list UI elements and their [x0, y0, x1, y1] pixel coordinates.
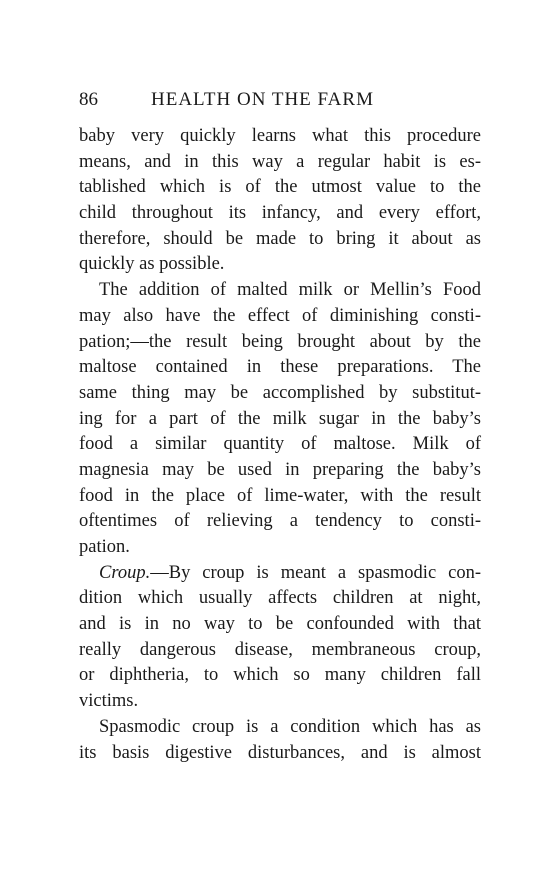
text-line: quickly as possible.: [79, 254, 225, 275]
text-line: food in the place of lime-water, with the result: [79, 485, 481, 506]
text-line-croup: [79, 561, 481, 587]
text-line: means, and in this way a regular habit is es-: [79, 151, 481, 172]
text-line: food a similar quantity of maltose. Milk of: [79, 434, 481, 455]
text-line: victims.: [79, 691, 139, 712]
text-line: therefore, should be made to bring it about as: [79, 228, 481, 249]
text-line: same thing may be accomplished by substitut-: [79, 382, 481, 403]
text-line: and is in no way to be confounded with that: [79, 614, 481, 635]
text-line: Spasmodic croup is a condition which has as: [99, 716, 481, 737]
text-line: may also have the effect of diminishing consti-: [79, 305, 481, 326]
running-title: HEALTH ON THE FARM: [151, 89, 374, 110]
croup-line-text: —By croup is meant a spasmodic con-: [150, 562, 481, 583]
text-line: maltose contained in these preparations. The: [79, 357, 481, 378]
text-line: really dangerous disease, membraneous croup,: [79, 639, 481, 660]
text-line: or diphtheria, to which so many children fall: [79, 665, 481, 686]
text-line: pation.: [79, 537, 130, 557]
page-header: [79, 89, 479, 119]
text-line: baby very quickly learns what this procedure: [79, 126, 481, 146]
text-line: its basis digestive disturbances, and is almost: [79, 742, 481, 763]
body-text: [79, 124, 481, 766]
croup-heading: Croup.: [99, 562, 151, 583]
text-line: child throughout its infancy, and every effort,: [79, 203, 481, 224]
text-line: magnesia may be used in preparing the baby’s: [79, 459, 481, 480]
text-line: ing for a part of the milk sugar in the baby’s: [79, 408, 481, 429]
page-number: 86: [79, 89, 98, 110]
text-line: The addition of malted milk or Mellin’s Food: [99, 280, 481, 301]
text-line: pation;—the result being brought about by the: [79, 331, 481, 352]
text-line: oftentimes of relieving a tendency to consti-: [79, 511, 481, 532]
text-line: dition which usually affects children at night,: [79, 588, 481, 609]
text-line: tablished which is of the utmost value to the: [79, 177, 481, 198]
